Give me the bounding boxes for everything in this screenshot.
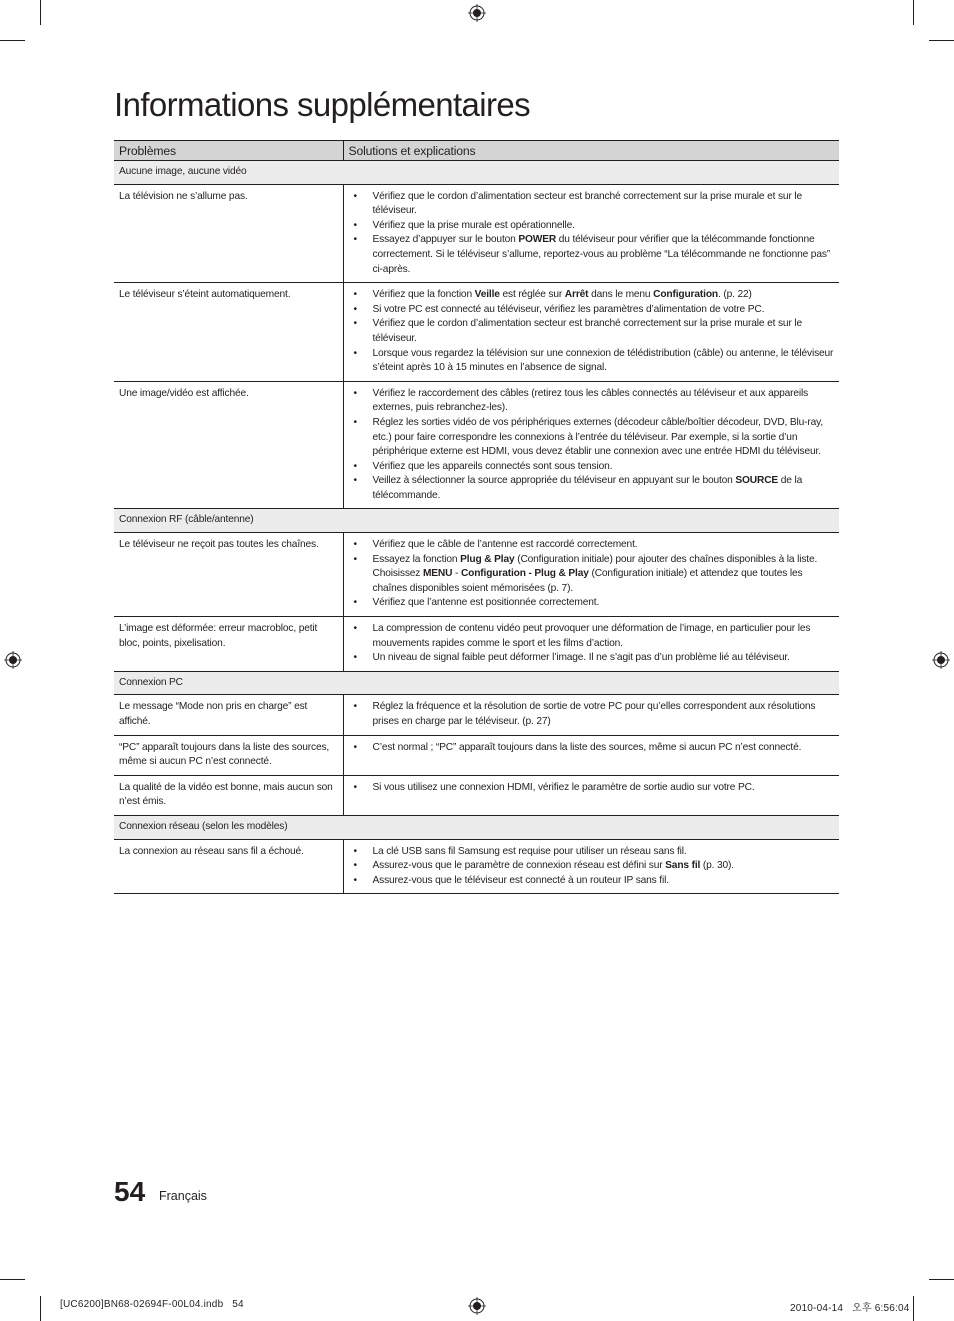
solutions-list xyxy=(349,190,836,278)
solution-item: • C’est normal ; “PC” apparaît toujours dans la liste des sources, même si aucun PC n’est connecté. xyxy=(349,741,836,756)
solutions-list xyxy=(349,622,836,666)
page-number: 54 xyxy=(114,1176,146,1207)
solution-item: • Si vous utilisez une connexion HDMI, vérifiez le paramètre de sortie audio sur votre PC. xyxy=(349,781,836,796)
registration-mark-icon xyxy=(468,4,486,22)
solutions-cell xyxy=(343,695,839,735)
crop-mark xyxy=(913,0,914,25)
column-header-problems: Problèmes xyxy=(114,141,343,161)
solutions-list xyxy=(349,741,836,756)
solutions-list xyxy=(349,700,836,729)
crop-mark xyxy=(40,1296,41,1321)
section-row xyxy=(114,161,839,185)
solutions-cell xyxy=(343,283,839,382)
table-row xyxy=(114,283,839,382)
section-row xyxy=(114,671,839,695)
table-row xyxy=(114,184,839,283)
solution-item: • Vérifiez que le cordon d’alimentation secteur est branché correctement sur la prise murale et sur le téléviseur. xyxy=(349,190,836,219)
solution-item: • Vérifiez que les appareils connectés sont sous tension. xyxy=(349,460,836,475)
solution-item: • Vérifiez que le câble de l’antenne est raccordé correctement. xyxy=(349,538,836,553)
solution-item: • Essayez d’appuyer sur le bouton POWER du téléviseur pour vérifier que la télécommande fonctionne correctement. Si le téléviseur s’allume, reportez-vous au problème “La télécommande ne fonctionne pas” ci-après. xyxy=(349,233,836,277)
solution-item: • Vérifiez que la prise murale est opérationnelle. xyxy=(349,219,836,234)
solution-item: • Assurez-vous que le téléviseur est connecté à un routeur IP sans fil. xyxy=(349,874,836,889)
crop-mark xyxy=(0,1279,25,1280)
solutions-list xyxy=(349,538,836,611)
problem-cell: Le téléviseur s’éteint automatiquement. xyxy=(114,283,343,382)
crop-mark xyxy=(929,40,954,41)
solutions-cell xyxy=(343,381,839,509)
solution-item: • Un niveau de signal faible peut déformer l’image. Il ne s’agit pas d’un problème lié au téléviseur. xyxy=(349,651,836,666)
section-label: Connexion réseau (selon les modèles) xyxy=(114,815,839,839)
table-row xyxy=(114,381,839,509)
solution-item: • Si votre PC est connecté au téléviseur, vérifiez les paramètres d’alimentation de votre PC. xyxy=(349,303,836,318)
solution-item: • Vérifiez que la fonction Veille est réglée sur Arrêt dans le menu Configuration. (p. 22) xyxy=(349,288,836,303)
crop-mark xyxy=(929,1279,954,1280)
solution-item: • La clé USB sans fil Samsung est requise pour utiliser un réseau sans fil. xyxy=(349,845,836,860)
solution-item: • Vérifiez le raccordement des câbles (retirez tous les câbles connectés au téléviseur et aux appareils externes, puis rebranchez-les). xyxy=(349,387,836,416)
problem-cell: Le message “Mode non pris en charge” est affiché. xyxy=(114,695,343,735)
solutions-cell xyxy=(343,533,839,617)
solution-item: • Veillez à sélectionner la source appropriée du téléviseur en appuyant sur le bouton SOURCE de la télécommande. xyxy=(349,474,836,503)
section-row xyxy=(114,815,839,839)
section-label: Connexion RF (câble/antenne) xyxy=(114,509,839,533)
table-row xyxy=(114,839,839,894)
solutions-cell xyxy=(343,735,839,775)
problem-cell: La connexion au réseau sans fil a échoué. xyxy=(114,839,343,894)
imprint-file: [UC6200]BN68-02694F-00L04.indb 54 xyxy=(60,1299,244,1310)
imprint-date: 2010-04-14 오후 6:56:04 xyxy=(790,1303,910,1314)
problem-cell: Une image/vidéo est affichée. xyxy=(114,381,343,509)
problem-cell: L’image est déformée: erreur macrobloc, petit bloc, points, pixelisation. xyxy=(114,617,343,672)
solutions-list xyxy=(349,845,836,889)
table-row xyxy=(114,533,839,617)
solution-item: • Vérifiez que le cordon d’alimentation secteur est branché correctement sur la prise murale et sur le téléviseur. xyxy=(349,317,836,346)
solution-item: • Assurez-vous que le paramètre de connexion réseau est défini sur Sans fil (p. 30). xyxy=(349,859,836,874)
solutions-list xyxy=(349,288,836,376)
crop-mark xyxy=(0,40,25,41)
solution-item: • Essayez la fonction Plug & Play (Configuration initiale) pour ajouter des chaînes disponibles à la liste. Choisissez MENU - Configuration - Plug & Play (Configuration initiale) et attendez que toutes les chaînes disponibles soient mémorisées (p. 7). xyxy=(349,553,836,597)
solution-item: • Réglez la fréquence et la résolution de sortie de votre PC pour qu’elles correspondent aux résolutions prises en charge par le téléviseur. (p. 27) xyxy=(349,700,836,729)
table-row xyxy=(114,775,839,815)
table-row xyxy=(114,617,839,672)
solutions-cell xyxy=(343,184,839,283)
solutions-cell xyxy=(343,775,839,815)
problem-cell: La télévision ne s’allume pas. xyxy=(114,184,343,283)
problem-cell: Le téléviseur ne reçoit pas toutes les chaînes. xyxy=(114,533,343,617)
section-label: Aucune image, aucune vidéo xyxy=(114,161,839,185)
solutions-list xyxy=(349,387,836,504)
section-row xyxy=(114,509,839,533)
crop-mark xyxy=(913,1296,914,1321)
solutions-list xyxy=(349,781,836,796)
solution-item: • Réglez les sorties vidéo de vos périphériques externes (décodeur câble/boîtier décodeur, DVD, Blu-ray, etc.) pour faire correspondre les connexions à l’entrée du téléviseur. Par exemple, si la sortie d’un périphérique externe est HDMI, vous devez établir une connexion avec une entrée HDMI du téléviseur. xyxy=(349,416,836,460)
table-body xyxy=(114,161,839,894)
crop-mark xyxy=(40,0,41,25)
page-title: Informations supplémentaires xyxy=(114,86,531,123)
solutions-cell xyxy=(343,839,839,894)
column-header-solutions: Solutions et explications xyxy=(343,141,839,161)
solutions-cell xyxy=(343,617,839,672)
table-row xyxy=(114,695,839,735)
registration-mark-icon xyxy=(468,1297,486,1315)
page-language: Français xyxy=(159,1189,207,1203)
problem-cell: La qualité de la vidéo est bonne, mais aucun son n’est émis. xyxy=(114,775,343,815)
section-label: Connexion PC xyxy=(114,671,839,695)
troubleshooting-table xyxy=(114,140,839,894)
solution-item: • La compression de contenu vidéo peut provoquer une déformation de l’image, en particulier pour les mouvements rapides comme le sport et les films d’action. xyxy=(349,622,836,651)
registration-mark-icon xyxy=(4,651,22,669)
table-row xyxy=(114,735,839,775)
solution-item: • Lorsque vous regardez la télévision sur une connexion de télédistribution (câble) ou antenne, le téléviseur s’éteint après 10 à 15 minutes en l’absence de signal. xyxy=(349,347,836,376)
registration-mark-icon xyxy=(932,651,950,669)
solution-item: • Vérifiez que l’antenne est positionnée correctement. xyxy=(349,596,836,611)
problem-cell: “PC” apparaît toujours dans la liste des sources, même si aucun PC n’est connecté. xyxy=(114,735,343,775)
